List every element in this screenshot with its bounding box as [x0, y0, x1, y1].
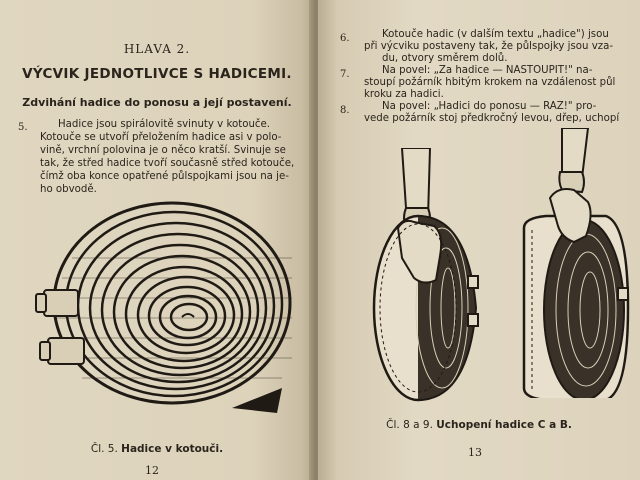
hand-holding-hose-c-illustration [368, 148, 508, 418]
paragraph-number: 8. [340, 105, 350, 116]
paragraph-number: 7. [340, 69, 350, 80]
figure-caption-text: Hadice v kotouči. [121, 443, 224, 455]
paragraph-line: při výcviku postaveny tak, že půlspojky jsou vza- [364, 41, 614, 52]
figure-caption-prefix: Čl. 8 a 9. [386, 419, 433, 431]
paragraph-line: čímž oba konce opatřené půlspojkami jsou na je- [40, 171, 289, 182]
paragraph-line: Kotouče hadic (v dalším textu „hadice") jsou [382, 29, 609, 40]
paragraph-line: Na povel: „Za hadice — NASTOUPIT!" na- [382, 65, 593, 76]
figure-caption-text: Uchopení hadice C a B. [436, 419, 572, 431]
paragraph-line: vině, vrchní polovina je o něco kratší. Svinuje se [40, 145, 286, 156]
figure-caption [0, 442, 314, 456]
page-number: 12 [145, 464, 159, 477]
page-number: 13 [468, 446, 482, 459]
chapter-title: VÝCVIK JEDNOTLIVCE S HADICEMI. [22, 66, 292, 82]
hose-coil-illustration [32, 198, 292, 428]
left-page [0, 0, 314, 480]
paragraph-line: Na povel: „Hadici do ponosu — RAZ!" pro- [382, 101, 597, 112]
section-subtitle: Zdvihání hadice do ponosu a její postavení. [22, 96, 292, 109]
chapter-heading: HLAVA 2. [123, 42, 191, 56]
paragraph-number: 5. [18, 122, 28, 133]
paragraph-line: kroku za hadici. [364, 89, 444, 100]
hand-holding-hose-b-illustration [510, 128, 640, 398]
figure-caption [318, 418, 640, 432]
paragraph-line: du, otvory směrem dolů. [382, 53, 508, 64]
paragraph-line: stoupí požárník hbitým krokem na vzdálenost půl [364, 77, 616, 88]
paragraph-line: ho obvodě. [40, 184, 97, 195]
paragraph-number: 6. [340, 33, 350, 44]
paragraph-line: vede požárník stoj předkročný levou, dřep, uchopí [364, 113, 620, 124]
paragraph-line: Kotouče se utvoří přeložením hadice asi v polo- [40, 132, 282, 143]
figure-caption-prefix: Čl. 5. [90, 443, 118, 455]
paragraph-line: Hadice jsou spirálovitě svinuty v kotouče. [58, 119, 271, 130]
paragraph-line: tak, že střed hadice tvoří současně střed kotouče, [40, 158, 295, 169]
right-page [318, 0, 640, 480]
